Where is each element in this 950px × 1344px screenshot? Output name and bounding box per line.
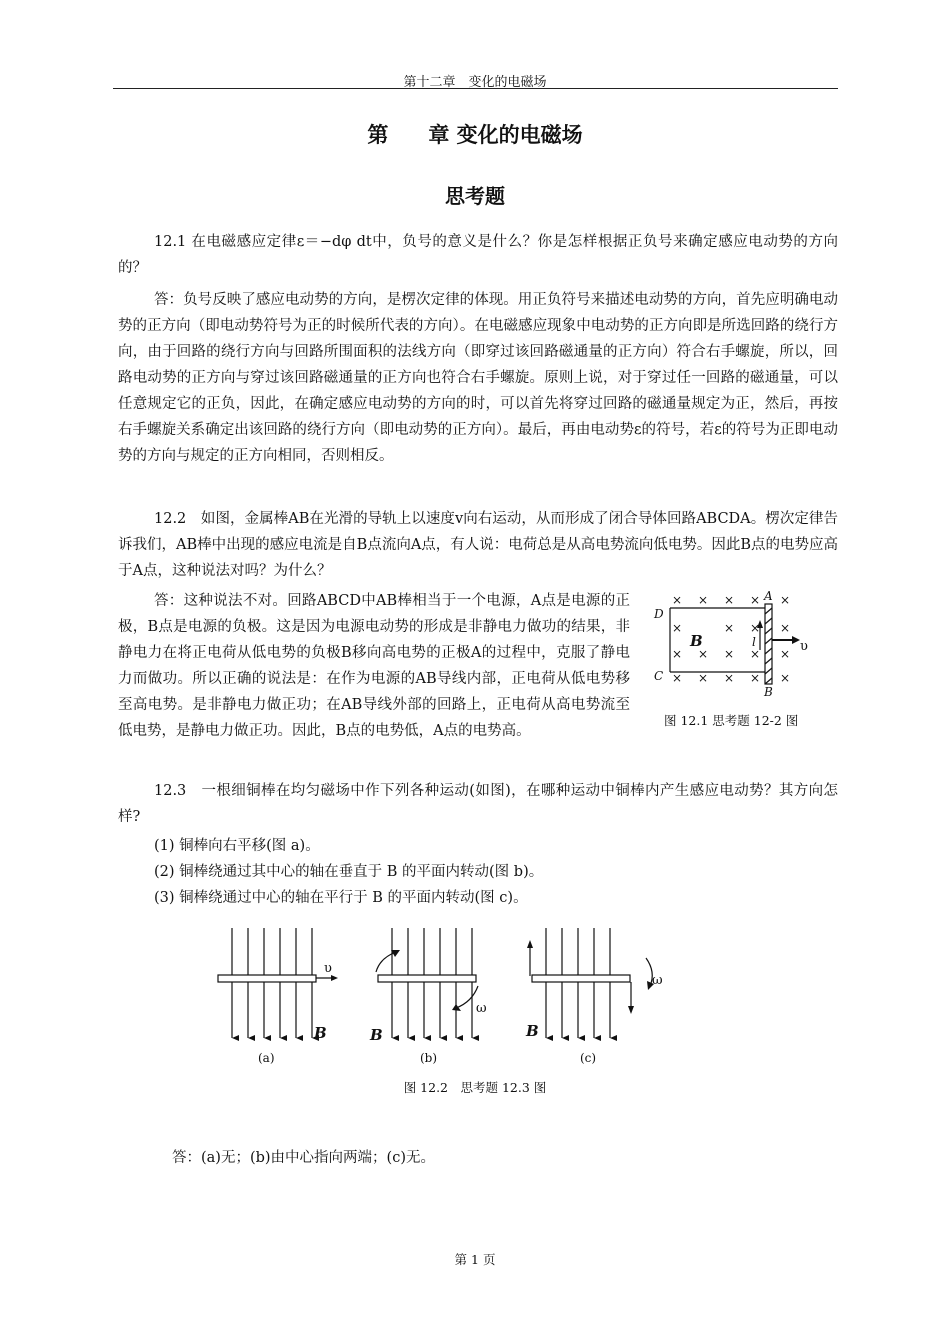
panel-a <box>218 928 338 1038</box>
label-field-a: B <box>314 1024 327 1042</box>
question-12-3: 12.3 一根细铜棒在均匀磁场中作下列各种运动(如图)，在哪种运动中铜棒内产生感应电动势？其方向怎样? <box>118 783 838 825</box>
label-omega-b: ω <box>476 1001 487 1016</box>
label-omega-c: ω <box>652 973 663 988</box>
cross: × <box>672 593 683 607</box>
page-footer: 第 1 页 <box>454 1252 496 1267</box>
running-header: 第十二章 变化的电磁场 <box>403 75 547 90</box>
item-1: (1) 铜棒向右平移(图 a)。 <box>154 838 320 854</box>
cross: × <box>698 647 709 661</box>
question-12-1: 12.1 在电磁感应定律ε＝−dφ dt中，负号的意义是什么？你是怎样根据正负号来确定感应电动势的方向的？ <box>118 234 838 276</box>
sub-label-b: (b) <box>420 1051 438 1065</box>
header-rule <box>113 88 838 89</box>
label-field: B <box>690 632 703 650</box>
sub-label-c: (c) <box>580 1051 597 1065</box>
chapter-title <box>0 119 950 149</box>
label-velocity-a: υ <box>324 961 332 976</box>
label-velocity: υ <box>800 639 808 654</box>
figure-12-2-caption: 图 12.2 思考题 12.3 图 <box>403 1080 547 1095</box>
item-3: (3) 铜棒绕通过中心的轴在平行于 B 的平面内转动(图 c)。 <box>154 890 528 906</box>
conducting-rod <box>765 604 772 684</box>
cross: × <box>780 621 791 635</box>
cross: × <box>780 593 791 607</box>
answer-12-2: 答：这种说法不对。回路ABCD中AB棒相当于一个电源，A点是电源的正极，B点是电源的负极。这是因为电源电动势的形成是非静电力做功的结果，非静电力在将正电荷从低电势的负极B移向高电势的正极A的过程中，克服了静电力而做功。所以正确的说法是：在作为电源的AB导线内部，正电荷从低电势移至高电势。是非静电力做正功；在AB导线外部的回路上，正电荷从高电势流至低电势，是静电力做正功。因此，B点的电势低，A点的电势高。 <box>118 593 630 739</box>
cross: × <box>750 593 761 607</box>
title-prefix: 第 <box>367 123 389 147</box>
label-B: B <box>764 685 773 699</box>
cross: × <box>672 647 683 661</box>
answer-12-1: 答：负号反映了感应电动势的方向，是楞次定律的体现。用正负符号来描述电动势的方向，首先应明确电动势的正方向（即电动势符号为正的时候所代表的方向）。在电磁感应现象中电动势的正方向即是所选回路的绕行方向，由于回路的绕行方向与回路所围面积的法线方向（即穿过该回路磁通量的正方向）符合右手螺旋，所以，回路电动势的正方向与穿过该回路磁通量的正方向也符合右手螺旋。原则上说，对于穿过任一回路的磁通量，可以任意规定它的正负，因此，在确定感应电动势的方向的时，可以首先将穿过回路的磁通量规定为正，然后，再按右手螺旋关系确定出该回路的绕行方向（即电动势的正方向）。最后，再由电动势ε的符号，若ε的符号为正即电动势的方向与规定的正方向相同，否则相反。 <box>118 292 838 464</box>
cross: × <box>750 621 761 635</box>
section-subtitle: 思考题 <box>445 184 505 208</box>
label-length: l <box>752 635 756 649</box>
cross: × <box>698 671 709 685</box>
cross: × <box>724 647 735 661</box>
question-12-2: 12.2 如图，金属棒AB在光滑的导轨上以速度v向右运动，从而形成了闭合导体回路ABCDA。楞次定律告诉我们，AB棒中出现的感应电流是自B点流向A点，有人说：电荷总是从高电势流向低电势。因此B点的电势应高于A点，这种说法对吗？为什么？ <box>118 511 838 579</box>
label-A: A <box>764 589 773 603</box>
cross: × <box>780 671 791 685</box>
panel-b <box>376 928 478 1038</box>
cross: × <box>750 671 761 685</box>
label-D: D <box>654 607 664 621</box>
item-2: (2) 铜棒绕通过其中心的轴在垂直于 B 的平面内转动(图 b)。 <box>154 864 544 880</box>
cross: × <box>672 621 683 635</box>
cross: × <box>698 593 709 607</box>
label-field-c: B <box>526 1022 539 1040</box>
title-suffix: 章 变化的电磁场 <box>428 123 583 147</box>
label-field-b: B <box>370 1026 383 1044</box>
cross: × <box>750 647 761 661</box>
figure-12-1-caption: 图 12.1 思考题 12-2 图 <box>664 713 799 728</box>
cross: × <box>724 593 735 607</box>
sub-label-a: (a) <box>258 1051 275 1065</box>
label-C: C <box>654 669 664 683</box>
figure-12-1 <box>648 588 838 708</box>
answer-12-3: 答：(a)无；(b)由中心指向两端；(c)无。 <box>172 1150 435 1166</box>
cross: × <box>724 671 735 685</box>
cross: × <box>780 647 791 661</box>
cross: × <box>672 671 683 685</box>
panel-c <box>530 928 652 1038</box>
cross: × <box>724 621 735 635</box>
figure-12-2 <box>210 922 680 1072</box>
